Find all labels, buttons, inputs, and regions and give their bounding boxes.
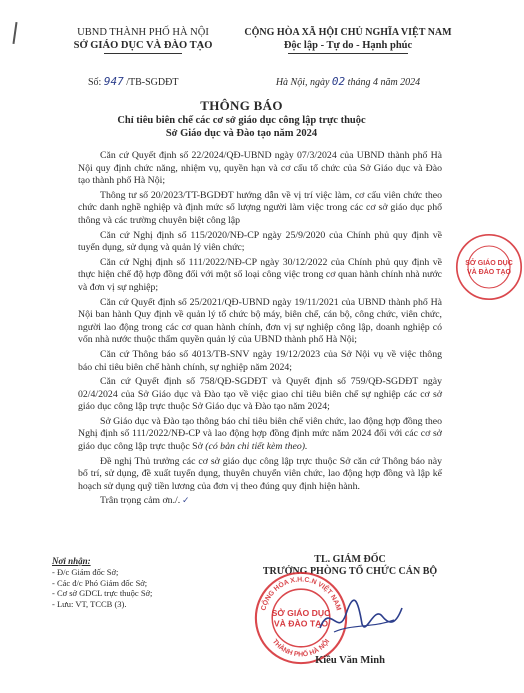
country-name: CỘNG HÒA XÃ HỘI CHỦ NGHĨA VIỆT NAM [244,27,452,38]
recipients-block [52,556,152,610]
paragraph-legal-basis-1: Căn cứ Quyết định số 22/2024/QĐ-UBND ngày 07/3/2024 của UBND thành phố Hà Nội quy định chức năng, nhiệm vụ, quyền hạn và cơ cấu tổ chức của Sở Giáo dục và Đào tạo thành phố Hà Nội; [78,150,442,187]
margin-stamp [454,232,524,302]
issuing-agency-header [48,26,238,54]
paragraph-announcement [78,416,442,454]
agency-underline [104,53,182,54]
announcement-attachment-note: (có bản chi tiết kèm theo). [205,441,308,453]
recipients-heading: Nơi nhận: [52,556,91,566]
closing-text: Trân trọng cảm ơn./. [100,495,181,507]
national-motto-header [238,26,458,54]
stamp-ring-bottom: THÀNH PHỐ HÀ NỘI [270,638,332,659]
document-subtitle [100,114,383,140]
document-date [238,75,458,88]
signature-title-line-1: TL. GIÁM ĐỐC [314,554,386,565]
subtitle-line-1: Chỉ tiêu biên chế các cơ sở giáo dục công lập trực thuộc [117,115,366,126]
agency-parent: UBND THÀNH PHỐ HÀ NỘI [77,27,209,38]
doc-number-handwritten: 947 [103,75,124,88]
closing-check-mark: ✓ [182,495,189,507]
stamp-center-line-1: SỞ GIÁO DỤC [271,608,331,619]
announcement-text: Sở Giáo dục và Đào tạo thông báo chỉ tiêu biên chế viên chức, lao động hợp đồng theo Nghị định số 111/2022/NĐ-CP và lao động hợp đồng định mức năm 2024 đối với các cơ sở giáo dục công lập trực thuộc Sở [78,415,442,453]
recipient-item: - Cơ sở GDCL trực thuộc Sở; [52,588,153,599]
paragraph-legal-basis-6: Căn cứ Thông báo số 4013/TB-SNV ngày 19/12/2023 của Sở Nội vụ về việc thông báo chỉ tiêu biên chế hành chính, sự nghiệp năm 2024; [78,348,442,373]
date-place: Hà Nội, ngày [275,77,330,88]
motto-underline [288,53,408,54]
paragraph-request: Đề nghị Thủ trưởng các cơ sở giáo dục công lập trực thuộc Sở căn cứ Thông báo này bố trí, sử dụng, đề xuất tuyển dụng, thuyên chuyển viên chức, lao động hợp đồng và lập kế hoạch sử dụng quỹ tiền lương của đơn vị theo đúng quy định hiện hành. [78,455,442,492]
document-number [88,75,178,88]
doc-number-prefix: Số: [88,77,102,88]
closing-line [78,495,442,508]
signer-name: Kiều Văn Minh [315,655,385,666]
paragraph-legal-basis-7: Căn cứ Quyết định số 758/QĐ-SGDĐT và Quyết định số 759/QĐ-SGDĐT ngày 02/4/2024 của Sở Giáo dục và Đào tạo về việc giao chỉ tiêu biên chế sự nghiệp các cơ sở giáo dục công lập trực thuộc Sở Giáo dục và Đào tạo năm 2024; [78,376,442,413]
paragraph-legal-basis-3: Căn cứ Nghị định số 115/2020/NĐ-CP ngày 25/9/2020 của Chính phủ quy định về tuyển dụng, sử dụng và quản lý viên chức; [78,229,442,254]
stamp-center-line-2: VÀ ĐÀO TẠO [273,618,329,629]
document-title: THÔNG BÁO [200,98,283,113]
subtitle-line-2: Sở Giáo dục và Đào tạo năm 2024 [165,128,318,139]
date-day-handwritten: 02 [331,75,346,88]
paragraph-legal-basis-2: Thông tư số 20/2023/TT-BGDĐT hướng dẫn về vị trí việc làm, cơ cấu viên chức theo chức danh nghề nghiệp và định mức số lượng người làm việc trong các cơ sở giáo dục phổ thông và các trường chuyên biệt công lập [78,189,442,226]
recipient-item: - Lưu: VT, TCCB (3). [52,599,127,610]
handwritten-signature [316,594,406,644]
margin-stamp-line-1: SỞ GIÁO DỤC [465,259,513,267]
margin-stamp-line-2: VÀ ĐÀO TẠO [467,269,511,276]
doc-number-suffix: /TB-SGDĐT [126,77,179,88]
motto: Độc lập - Tự do - Hạnh phúc [283,40,413,51]
paragraph-legal-basis-4: Căn cứ Nghị định số 111/2022/NĐ-CP ngày 30/12/2022 của Chính phủ quy định về thực hiện chế độ hợp đồng đối với một số loại công việc trong cơ quan hành chính nhà nước và đơn vị sự nghiệp; [78,256,442,293]
recipient-item: - Các đ/c Phó Giám đốc Sở; [52,577,148,588]
signature-title-line-2: TRƯỞNG PHÒNG TỔ CHỨC CÁN BỘ [262,566,438,577]
document-body [78,150,442,510]
margin-pen-mark [12,22,17,44]
date-rest: tháng 4 năm 2024 [347,77,421,88]
recipient-item: - Đ/c Giám đốc Sở; [52,566,119,577]
stamp-ring-top: CỘNG HÒA X.H.C.N VIỆT NAM [260,576,342,612]
paragraph-legal-basis-5: Căn cứ Quyết định số 25/2021/QĐ-UBND ngày 19/11/2021 của UBND thành phố Hà Nội ban hành Quy định về quản lý tổ chức bộ máy, biên chế, cán bộ, công chức, viên chức, người lao động trong các cơ quan hành chính, đơn vị sự nghiệp công lập, doanh nghiệp có vốn nhà nước thuộc thẩm quyền quản lý của UBND thành phố Hà Nội; [78,296,442,346]
agency-name: SỞ GIÁO DỤC VÀ ĐÀO TẠO [73,40,213,51]
